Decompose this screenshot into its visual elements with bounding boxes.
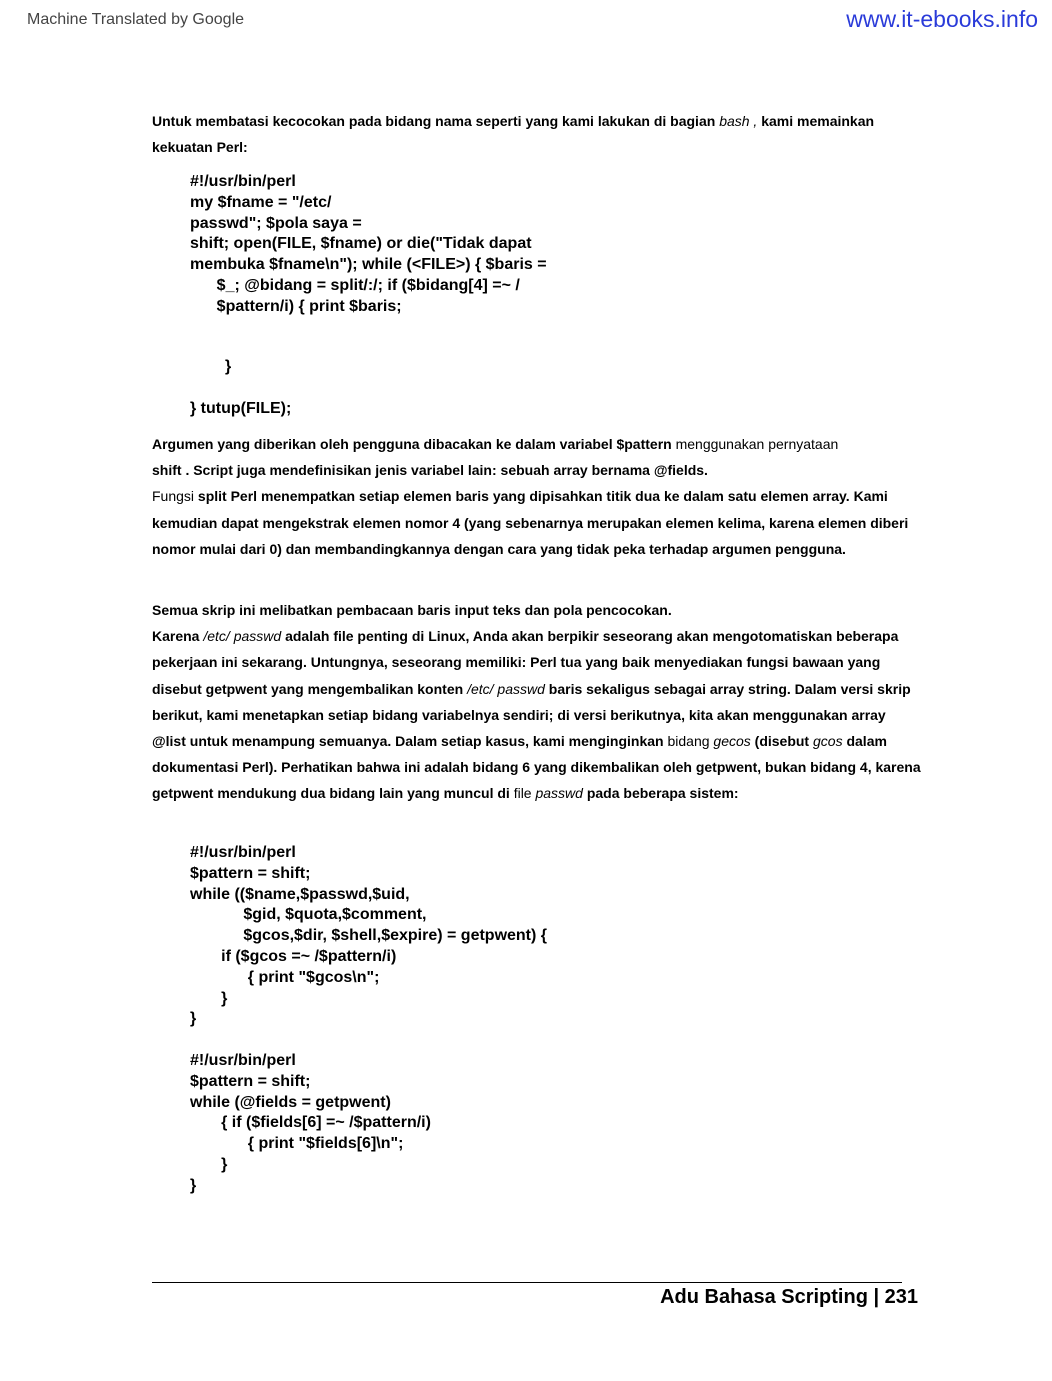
explanation-paragraph — [152, 431, 922, 562]
code-block-2: #!/usr/bin/perl $pattern = shift; while (($name,$passwd,$uid, $gid, $quota,$comment, $gcos,$dir, $shell,$expire) = getpwent) { if ($gcos =~ /$pattern/i) { print "$gcos\n"; } } — [190, 844, 548, 1028]
site-link[interactable]: www.it-ebooks.info — [846, 6, 1038, 32]
code-block-1-end: } tutup(FILE); — [190, 400, 292, 417]
intro-text-1: Untuk membatasi kecocokan pada bidang nama seperti yang kami lakukan di bagian — [152, 113, 720, 129]
getpwent-summary: Semua skrip ini melibatkan pembacaan baris input teks dan pola pencocokan. — [152, 602, 672, 618]
page-footer: Adu Bahasa Scripting | 231 — [660, 1286, 918, 1308]
getpwent-text-8: pada beberapa sistem: — [582, 785, 739, 802]
gcos-term: gcos — [813, 733, 843, 750]
passwd-term: passwd — [535, 785, 583, 802]
code-block-3: #!/usr/bin/perl $pattern = shift; while (@fields = getpwent) { if ($fields[6] =~ /$pattern/i) { print "$fields[6]\n"; } } — [190, 1052, 431, 1194]
intro-paragraph — [152, 108, 922, 160]
getpwent-text-6: dalam dokumentasi Perl). Perhatikan bahwa ini adalah bidang 6 yang dikembalikan oleh getpwent, bukan bidang 4, karena getpwent mendukung dua bidang lain yang muncul di — [152, 733, 921, 802]
getpwent-text-1: Karena — [152, 628, 204, 645]
explanation-text-4: Fungsi — [152, 488, 195, 505]
code-block-1: #!/usr/bin/perl my $fname = "/etc/ passwd"; $pola saya = shift; open(FILE, $fname) or die("Tidak dapat membuka $fname\n"); while (<FILE>) { $baris = $_; @bidang = split/:/; if ($bidang[4] =~ / $pattern/i) { print $baris; — [190, 173, 547, 315]
getpwent-text-7: file — [513, 785, 536, 802]
getpwent-text-2: adalah file penting di Linux, Anda akan berpikir seseorang akan mengotomatiskan beberapa pekerjaan ini sekarang. Untungnya, seseorang memiliki: Perl tua yang baik menyediakan fungsi bawaan yang disebut getpwent yang mengembalikan konten — [152, 628, 899, 697]
machine-translated-label: Machine Translated by Google — [27, 11, 245, 28]
intro-bash-term: bash , — [719, 113, 758, 129]
explanation-text-5: split Perl menempatkan setiap elemen baris yang dipisahkan titik dua ke dalam satu elemen array. Kami kemudian dapat mengekstrak elemen nomor 4 (yang sebenarnya merupakan elemen kelima, karena elemen diberi nomor mulai dari 0) dan membandingkannya dengan cara yang tidak peka terhadap argumen pengguna. — [152, 488, 909, 557]
etc-passwd-term: /etc/ passwd — [203, 628, 282, 645]
explanation-text-1: Argumen yang diberikan oleh pengguna dibacakan ke dalam variabel $pattern — [152, 436, 672, 452]
footer-rule — [152, 1282, 902, 1283]
code-block-1-brace: } — [225, 358, 232, 375]
explanation-text-3: shift . Script juga mendefinisikan jenis variabel lain: sebuah array bernama @fields. — [152, 462, 708, 479]
getpwent-paragraph — [152, 597, 922, 807]
explanation-text-2: menggunakan pernyataan — [671, 436, 839, 452]
getpwent-text-5: (disebut — [750, 733, 813, 750]
intro-text-2: kami memainkan kekuatan Perl: — [152, 113, 875, 156]
getpwent-text-3: baris sekaligus sebagai array string. Dalam versi skrip berikut, kami menetapkan setiap bidang variabelnya sendiri; di versi berikutnya, kita akan menggunakan array @list untuk menampung semuanya. Dalam setiap kasus, kami menginginkan — [152, 680, 911, 750]
etc-passwd-term-2: /etc/ passwd — [467, 680, 545, 697]
gecos-term: gecos — [713, 733, 751, 750]
getpwent-text-4: bidang — [667, 733, 714, 750]
